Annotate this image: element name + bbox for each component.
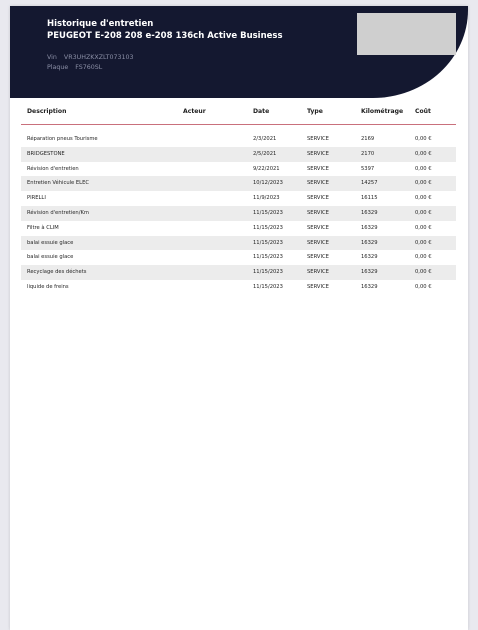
cell-cost: 0,00 €: [415, 150, 432, 157]
table-row: [21, 250, 456, 265]
table-row: [21, 162, 456, 177]
cell-km: 2169: [361, 136, 375, 142]
cell-km: 16329: [361, 209, 378, 216]
column-header-km: Kilométrage: [361, 108, 404, 115]
cell-cost: 0,00 €: [415, 209, 432, 216]
cell-km: 16329: [361, 283, 378, 290]
cell-description: Recyclage des déchets: [27, 269, 87, 276]
cell-cost: 0,00 €: [415, 269, 432, 276]
cell-type: SERVICE: [307, 150, 329, 157]
cell-km: 16329: [361, 254, 378, 261]
table-row: [21, 280, 456, 295]
cell-cost: 0,00 €: [415, 239, 432, 246]
logo-placeholder: [357, 13, 456, 55]
column-header-cost: Coût: [415, 108, 431, 115]
cell-type: SERVICE: [307, 180, 329, 187]
table-row: [21, 265, 456, 280]
cell-date: 10/12/2023: [253, 180, 283, 187]
vin-line: [47, 54, 134, 61]
cell-km: 2170: [361, 150, 375, 157]
cell-description: balai essuie glace: [27, 239, 74, 246]
cell-type: SERVICE: [307, 136, 329, 142]
cell-date: 2/3/2021: [253, 136, 277, 142]
table-row: [21, 206, 456, 221]
cell-km: 5397: [361, 165, 375, 172]
table-row: [21, 221, 456, 236]
cell-date: 11/9/2023: [253, 195, 280, 202]
cell-description: PIRELLI: [27, 195, 46, 202]
vehicle-name: PEUGEOT E-208 208 e-208 136ch Active Business: [47, 31, 283, 41]
cell-type: SERVICE: [307, 254, 329, 261]
cell-cost: 0,00 €: [415, 180, 432, 187]
cell-km: 16329: [361, 239, 378, 246]
maintenance-table: [21, 108, 456, 295]
cell-description: balai essuie glace: [27, 254, 74, 261]
cell-cost: 0,00 €: [415, 283, 432, 290]
cell-description: Entretien Véhicule ELEC: [27, 180, 89, 187]
cell-date: 11/15/2023: [253, 254, 283, 261]
plate-value: FS760SL: [75, 64, 103, 71]
table-body: [21, 132, 456, 295]
cell-cost: 0,00 €: [415, 165, 432, 172]
cell-km: 14257: [361, 180, 378, 187]
column-header-date: Date: [253, 108, 270, 115]
cell-date: 2/5/2021: [253, 150, 277, 157]
cell-cost: 0,00 €: [415, 224, 432, 231]
cell-cost: 0,00 €: [415, 195, 432, 202]
table-row: [21, 147, 456, 162]
table-row: [21, 132, 456, 147]
cell-date: 11/15/2023: [253, 283, 283, 290]
cell-cost: 0,00 €: [415, 254, 432, 261]
column-header-description: Description: [27, 108, 67, 115]
vin-value: VR3UHZKXZLT073103: [63, 54, 134, 61]
cell-type: SERVICE: [307, 239, 329, 246]
cell-description: liquide de freins: [27, 283, 69, 290]
cell-description: Filtre à CLIM: [27, 224, 59, 231]
cell-km: 16329: [361, 269, 378, 276]
cell-type: SERVICE: [307, 209, 329, 216]
vin-label: Vin: [47, 54, 57, 61]
cell-date: 11/15/2023: [253, 269, 283, 276]
cell-date: 11/15/2023: [253, 224, 283, 231]
cell-km: 16115: [361, 195, 378, 202]
document-title: Historique d'entretien: [47, 19, 154, 29]
cell-date: 11/15/2023: [253, 239, 283, 246]
cell-date: 11/15/2023: [253, 209, 283, 216]
cell-type: SERVICE: [307, 269, 329, 276]
cell-km: 16329: [361, 224, 378, 231]
column-header-actor: Acteur: [183, 108, 206, 115]
cell-type: SERVICE: [307, 224, 329, 231]
plate-label: Plaque: [47, 64, 69, 71]
cell-date: 9/22/2021: [253, 165, 280, 172]
document-page: [10, 6, 468, 630]
cell-type: SERVICE: [307, 195, 329, 202]
cell-description: Réparation pneus Tourisme: [27, 136, 98, 142]
cell-type: SERVICE: [307, 165, 329, 172]
table-row: [21, 236, 456, 251]
plate-line: [47, 64, 102, 71]
cell-description: Révision d'entretien/Km: [27, 209, 89, 216]
table-row: [21, 176, 456, 191]
cell-type: SERVICE: [307, 283, 329, 290]
table-row: [21, 191, 456, 206]
cell-description: Révision d'entretien: [27, 165, 79, 172]
column-header-type: Type: [307, 108, 323, 115]
cell-cost: 0,00 €: [415, 136, 432, 142]
table-header: [21, 108, 456, 125]
cell-description: BRIDGESTONE: [27, 150, 65, 157]
